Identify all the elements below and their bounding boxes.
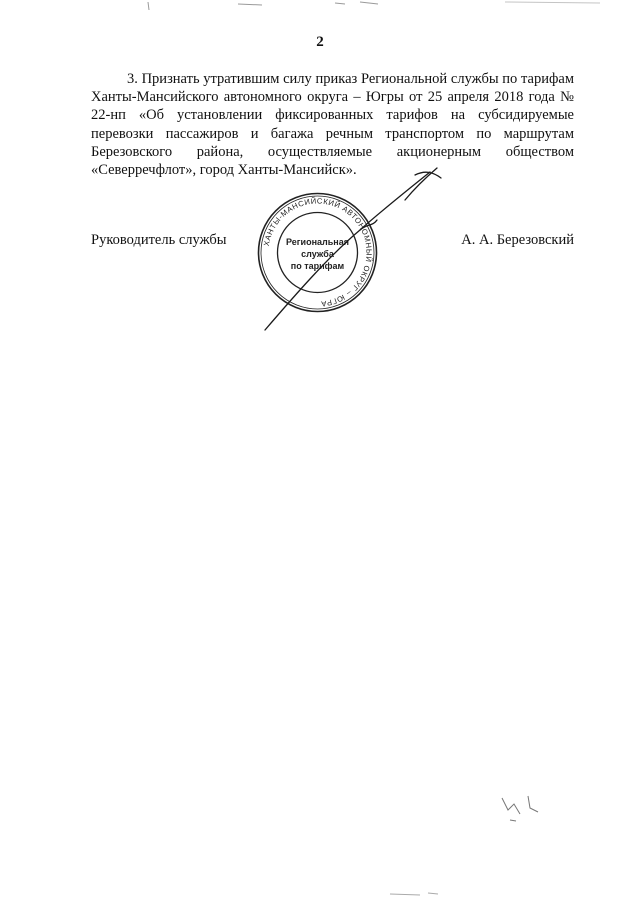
scan-artifact-bottom-right — [490, 790, 560, 830]
svg-text:ХАНТЫ-МАНСИЙСКИЙ АВТОНОМНЫЙ ОК: ХАНТЫ-МАНСИЙСКИЙ АВТОНОМНЫЙ ОКРУГ – ЮГРА — [261, 196, 374, 309]
svg-text:по тарифам: по тарифам — [290, 261, 345, 271]
paragraph-item-3: 3. Признать утратившим силу приказ Региональной службы по тарифам Ханты-Мансийского автономного округа – Югры от 25 апреля 2018 года № 22-нп «Об установлении фиксированных тарифов на субсидируемые перевозки пассажиров и багажа речным транспортом по маршрутам Березовского района, осуществляемые акционерным обществом «Северречфлот», город Ханты-Мансийск». — [91, 71, 574, 179]
page-number: 2 — [316, 34, 324, 50]
signatory-name: А. А. Березовский — [461, 232, 574, 248]
svg-text:служба: служба — [301, 249, 334, 259]
handwritten-signature — [255, 160, 455, 340]
signatory-position: Руководитель службы — [91, 232, 227, 248]
scan-artifact-bottom — [380, 888, 460, 902]
scan-artifact-top — [0, 0, 640, 14]
svg-text:Региональная: Региональная — [286, 237, 349, 247]
